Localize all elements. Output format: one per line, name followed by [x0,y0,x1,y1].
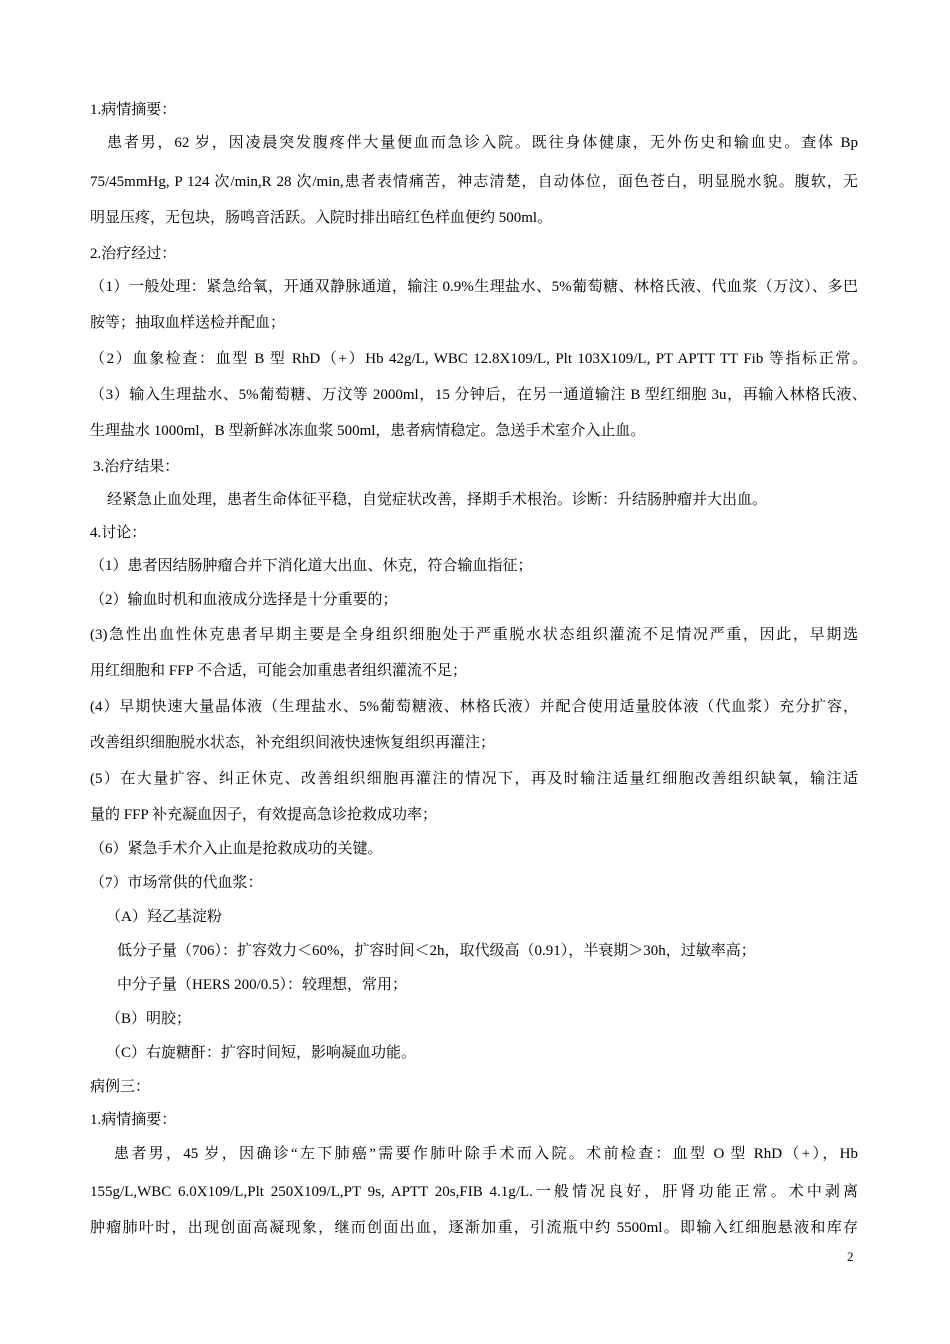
paragraph-line: 155g/L,WBC 6.0X109/L,Plt 250X109/L,PT 9s, APTT 20s,FIB 4.1g/L.一般情况良好，肝肾功能正常。术中剥离 [90,1184,858,1200]
paragraph-line: 患者男，62 岁，因凌晨突发腹疼伴大量便血而急诊入院。既往身体健康，无外伤史和输血史。查体 Bp [107,135,858,151]
paragraph-line: (5）在大量扩容、纠正休克、改善组织细胞再灌注的情况下，再及时输注适量红细胞改善组织缺氧，输注适 [90,771,858,787]
section-heading: 4.讨论： [90,525,147,541]
paragraph-line: (3)急性出血性休克患者早期主要是全身组织细胞处于严重脱水状态组织灌流不足情况严重，因此，早期选 [90,627,858,643]
section-heading: 病例三： [90,1079,151,1095]
section-heading: 1.病情摘要： [90,1112,177,1128]
paragraph-line: 肿瘤肺叶时，出现创面高凝现象，继而创面出血，逐渐加重，引流瓶中约 5500ml。即输入红细胞悬液和库存 [90,1220,858,1236]
paragraph-line: （7）市场常供的代血浆： [90,875,263,891]
paragraph-line: （A）羟乙基淀粉 [106,909,222,925]
section-heading: 2.治疗经过： [90,246,177,262]
section-heading: 1.病情摘要： [90,102,177,118]
paragraph-line: （2）血象检查：血型 B 型 RhD（+）Hb 42g/L, WBC 12.8X109/L, Plt 103X109/L, PT APTT TT Fib 等指标正常。 [90,351,867,367]
paragraph-line: 生理盐水 1000ml，B 型新鲜冰冻血浆 500ml，患者病情稳定。急送手术室介入止血。 [90,423,646,439]
paragraph-line: 用红细胞和 FFP 不合适，可能会加重患者组织灌流不足； [90,663,467,679]
paragraph-line: 中分子量（HERS 200/0.5）：较理想，常用； [117,977,408,993]
paragraph-line: 明显压疼，无包块，肠鸣音活跃。入院时排出暗红色样血便约 500ml。 [90,210,553,226]
paragraph-line: （C）右旋糖酐：扩容时间短，影响凝血功能。 [106,1045,417,1061]
paragraph-line: 低分子量（706）：扩容效力＜60%，扩容时间＜2h，取代级高（0.91），半衰期＞30h，过敏率高； [117,943,756,959]
paragraph-line: （6）紧急手术介入止血是抢救成功的关键。 [90,841,383,857]
paragraph-line: 量的 FFP 补充凝血因子，有效提高急诊抢救成功率； [90,807,437,823]
paragraph-line: 经紧急止血处理，患者生命体征平稳，自觉症状改善，择期手术根治。诊断：升结肠肿瘤并大出血。 [107,492,768,508]
page-number: 2 [847,1249,854,1264]
paragraph-line: （1）一般处理：紧急给氧，开通双静脉通道，输注 0.9%生理盐水、5%葡萄糖、林格氏液、代血浆（万汶）、多巴 [90,279,858,295]
paragraph-line: （3）输入生理盐水、5%葡萄糖、万汶等 2000ml，15 分钟后，在另一通道输注 B 型红细胞 3u，再输入林格氏液、 [90,387,867,403]
paragraph-line: (4）早期快速大量晶体液（生理盐水、5%葡萄糖液、林格氏液）并配合使用适量胶体液（代血浆）充分扩容， [90,699,858,715]
paragraph-line: 改善组织细胞脱水状态，补充组织间液快速恢复组织再灌注； [90,735,496,751]
paragraph-line: （1）患者因结肠肿瘤合并下消化道大出血、休克，符合输血指征； [90,558,533,574]
paragraph-line: 胺等；抽取血样送检并配血； [90,315,286,331]
paragraph-line: （2）输血时机和血液成分选择是十分重要的； [90,592,398,608]
paragraph-line: 患者男，45 岁，因确诊“左下肺癌”需要作肺叶除手术而入院。术前检查：血型 O 型 RhD（+），Hb [114,1146,858,1162]
section-heading: 3.治疗结果： [93,459,180,475]
paragraph-line: 75/45mmHg, P 124 次/min,R 28 次/min,患者表情痛苦，神志清楚，自动体位，面色苍白，明显脱水貌。腹软，无 [90,174,858,190]
paragraph-line: （B）明胶； [106,1011,192,1027]
